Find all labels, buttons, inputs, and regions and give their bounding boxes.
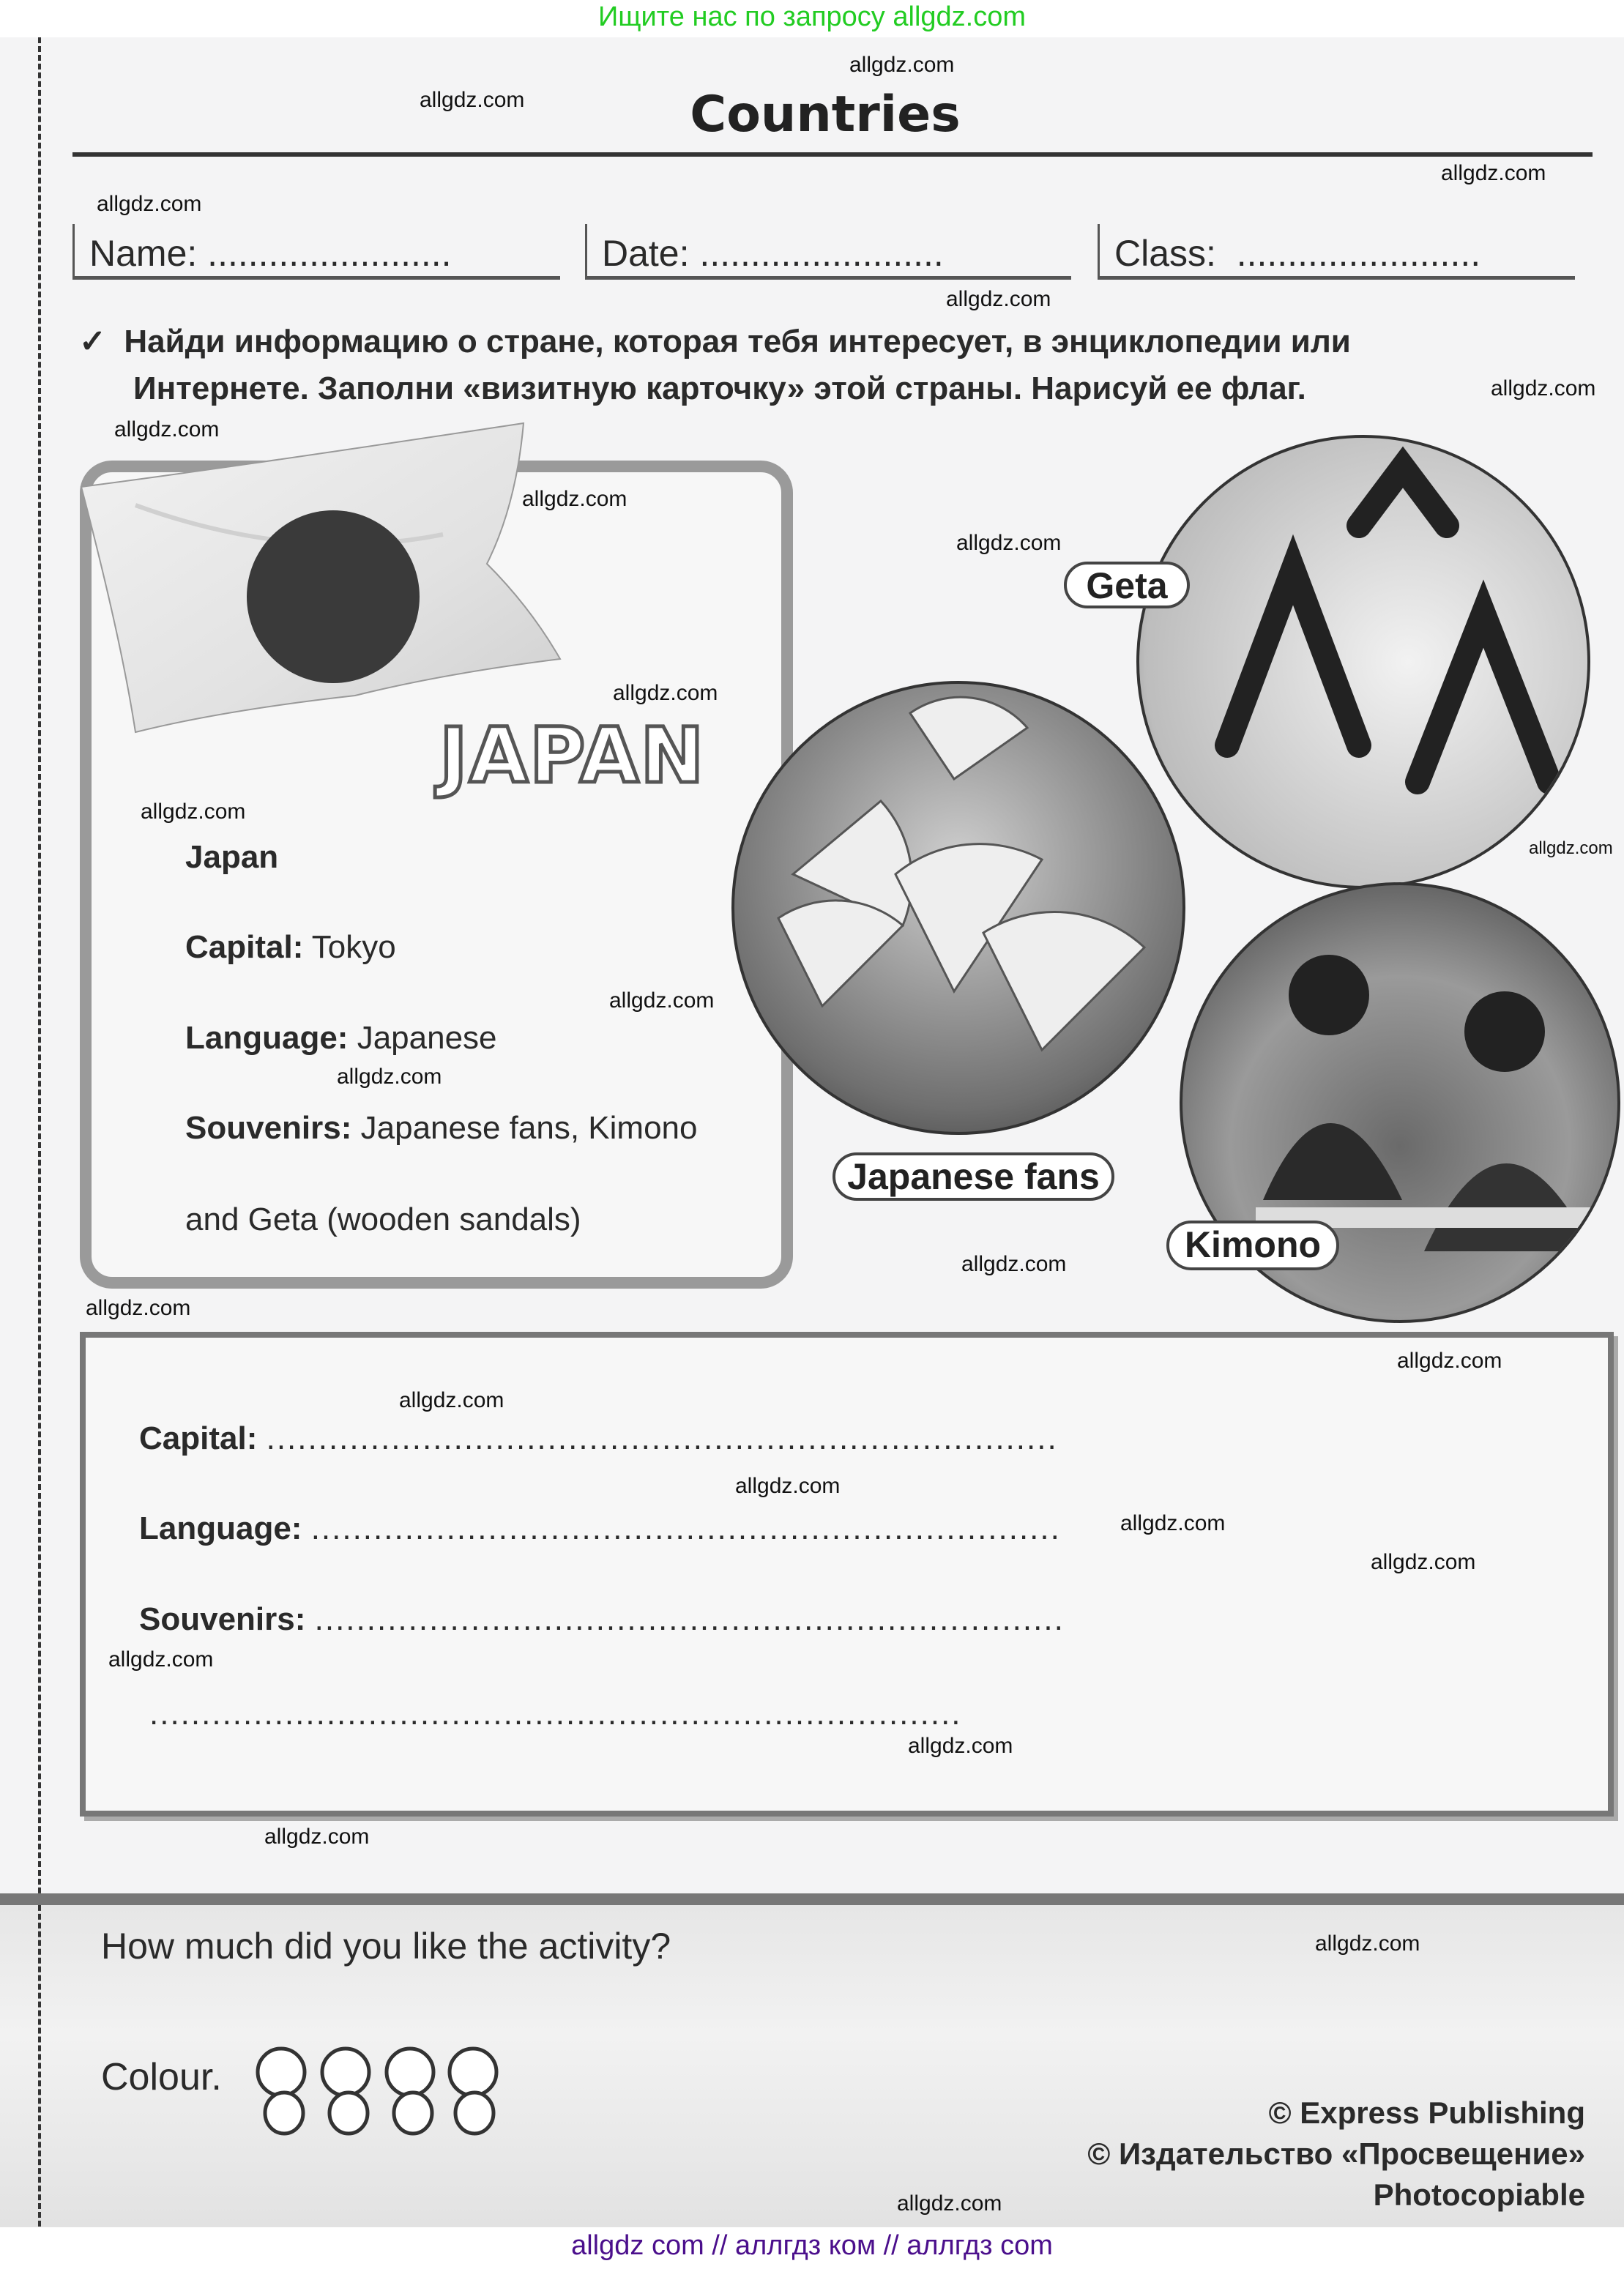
instruction-line-1 (79, 324, 1351, 361)
capital-input-line[interactable]: Capital: ............................................................................ (139, 1420, 1058, 1456)
rating-figure-icon[interactable] (322, 2049, 369, 2134)
watermark: allgdz.com (141, 800, 246, 824)
geta-illustration (1139, 438, 1587, 886)
watermark: allgdz.com (735, 1474, 841, 1498)
feedback-question: How much did you like the activity? (101, 1926, 671, 1967)
copyright-express: © Express Publishing (1268, 2095, 1585, 2130)
watermark: allgdz.com (522, 487, 627, 511)
flag-sun-circle (247, 510, 420, 683)
japan-flag-image (77, 417, 564, 736)
souvenirs-extra-line[interactable]: .............................................................................. (149, 1696, 962, 1732)
card-capital: Capital: Tokyo (185, 929, 396, 965)
fans-illustration (734, 684, 1182, 1132)
instruction-text-1: Найди информацию о стране, которая тебя интересует, в энциклопедии или (124, 324, 1351, 359)
card-souvenirs-continued: and Geta (wooden sandals) (185, 1201, 581, 1237)
card-language: Language: Japanese (185, 1020, 497, 1056)
watermark: allgdz.com (609, 988, 715, 1013)
name-label: Name: (89, 233, 198, 274)
name-field[interactable] (72, 224, 560, 280)
watermark: allgdz.com (908, 1734, 1013, 1758)
watermark: allgdz.com (1491, 376, 1596, 400)
rating-figure-icon[interactable] (450, 2049, 496, 2134)
language-input-line[interactable]: Language: ........................................................................ (139, 1510, 1061, 1546)
copyright-prosveshchenie: © Издательство «Просвещение» (1087, 2136, 1585, 2171)
watermark: allgdz.com (956, 531, 1062, 555)
watermark: allgdz.com (86, 1296, 191, 1320)
check-icon: ✓ (79, 324, 106, 359)
watermark: allgdz.com (1315, 1931, 1420, 1956)
card-souvenirs: Souvenirs: Japanese fans, Kimono (185, 1110, 698, 1146)
watermark: allgdz.com (613, 681, 718, 705)
rating-figure-icon[interactable] (387, 2049, 433, 2134)
watermark: allgdz.com (946, 287, 1051, 311)
top-banner[interactable]: Ищите нас по запросу allgdz.com (597, 1, 1026, 32)
geta-photo (1136, 435, 1590, 889)
rating-figure-icon[interactable] (258, 2049, 305, 2134)
instruction-line-2: Интернете. Заполни «визитную карточку» этой страны. Нарисуй ее флаг. (133, 370, 1306, 406)
page-title: Countries (690, 86, 961, 144)
kimono-label: Kimono (1166, 1221, 1339, 1270)
date-label: Date: (602, 233, 690, 274)
watermark: allgdz.com (1371, 1550, 1476, 1574)
watermark: allgdz.com (399, 1388, 504, 1412)
geta-label: Geta (1064, 562, 1190, 608)
class-label: Class: (1114, 233, 1216, 274)
bottom-banner[interactable]: allgdz com // аллгдз ком // аллгдз com (571, 2230, 1053, 2261)
japan-title-lettering: JAPAN (439, 711, 706, 800)
date-dots: ........................ (699, 233, 944, 274)
watermark: allgdz.com (108, 1647, 214, 1672)
watermark: allgdz.com (264, 1825, 370, 1849)
watermark: allgdz.com (1529, 838, 1613, 858)
photocopiable-note: Photocopiable (1373, 2177, 1585, 2212)
souvenirs-input-line[interactable]: Souvenirs: ........................................................................ (139, 1601, 1065, 1637)
watermark: allgdz.com (849, 53, 955, 77)
colour-instruction: Colour. (101, 2056, 222, 2098)
card-country: Japan (185, 839, 279, 875)
section-divider (0, 1893, 1624, 1905)
watermark: allgdz.com (1397, 1349, 1502, 1373)
title-divider (72, 152, 1593, 157)
class-dots: ........................ (1236, 233, 1481, 274)
watermark: allgdz.com (337, 1065, 442, 1089)
class-field[interactable] (1098, 224, 1575, 280)
watermark: allgdz.com (97, 192, 202, 216)
watermark: allgdz.com (114, 417, 220, 441)
watermark: allgdz.com (1120, 1511, 1226, 1535)
japanese-fans-photo (731, 681, 1185, 1135)
watermark: allgdz.com (1441, 161, 1546, 185)
rating-icons (253, 2046, 502, 2136)
name-dots: ........................ (207, 233, 452, 274)
watermark: allgdz.com (961, 1252, 1067, 1276)
watermark: allgdz.com (897, 2191, 1002, 2216)
watermark: allgdz.com (420, 88, 525, 112)
japanese-fans-label: Japanese fans (833, 1152, 1114, 1201)
date-field[interactable] (585, 224, 1071, 280)
